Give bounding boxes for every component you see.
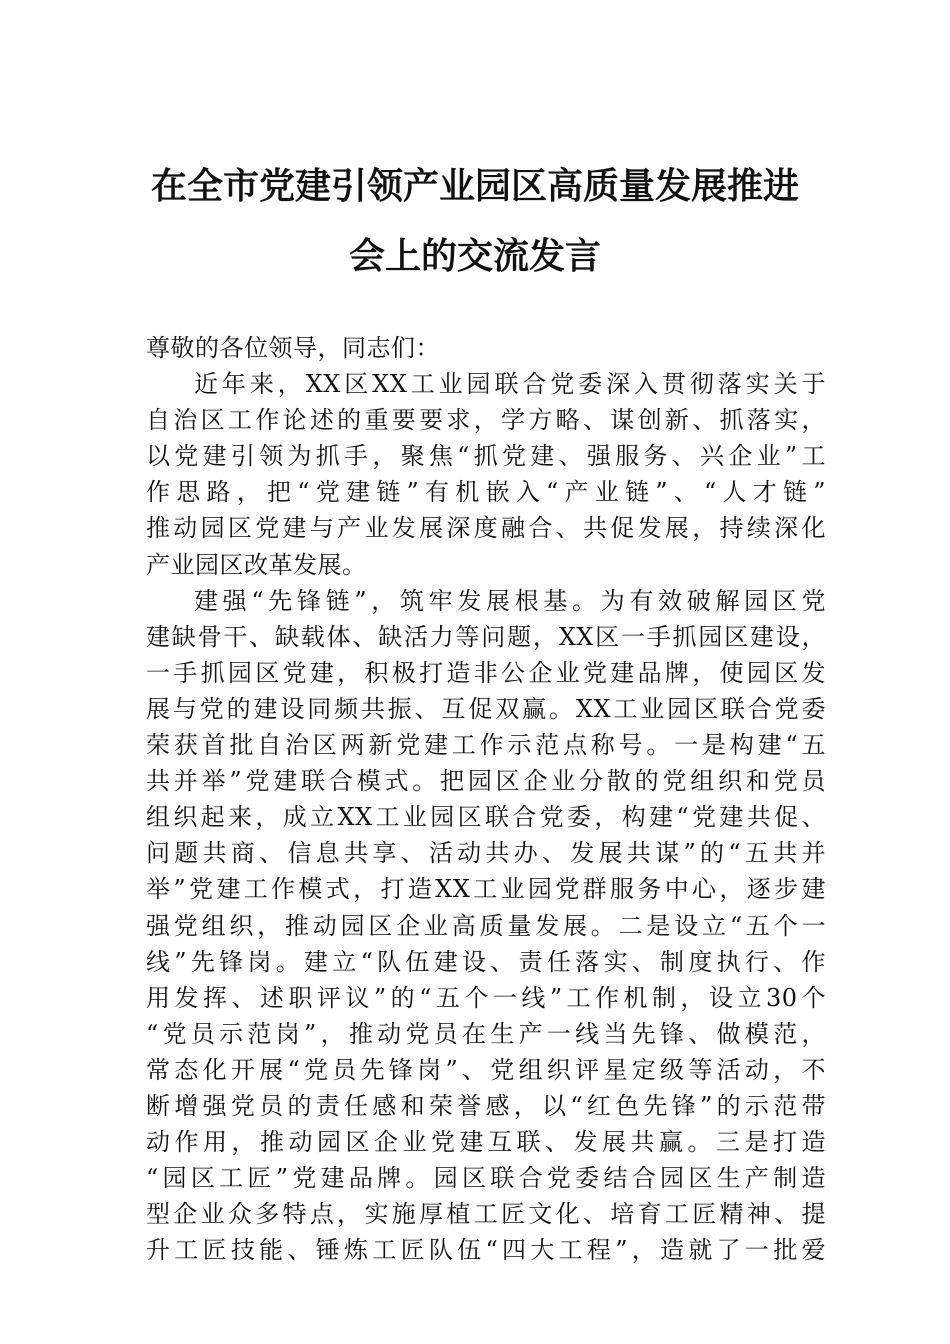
- body-line: 尊敬的各位领导，同志们：: [146, 334, 440, 362]
- body-line: 线”先锋岗。建立“队伍建设、责任落实、制度执行、作: [146, 947, 826, 976]
- body-line: 动作用，推动园区企业党建互联、发展共赢。三是打造: [146, 1128, 826, 1157]
- body-line: 共并举”党建联合模式。把园区企业分散的党组织和党员: [146, 767, 826, 796]
- body-line: 一手抓园区党建，积极打造非公企业党建品牌，使园区发: [146, 658, 826, 687]
- body-line: 推动园区党建与产业发展深度融合、共促发展，持续深化: [146, 514, 826, 543]
- body-line: 自治区工作论述的重要要求，学方略、谋创新、抓落实，: [146, 406, 826, 435]
- body-line: 举”党建工作模式，打造XX工业园党群服务中心，逐步建: [146, 875, 826, 904]
- body-line: 建缺骨干、缺载体、缺活力等问题，XX区一手抓园区建设，: [146, 622, 826, 651]
- body-line: “园区工匠”党建品牌。园区联合党委结合园区生产制造: [146, 1164, 826, 1193]
- document-body: [146, 330, 826, 1268]
- body-line: “党员示范岗”，推动党员在生产一线当先锋、做模范，: [146, 1019, 826, 1048]
- document-title-line-2: 会上的交流发言: [348, 235, 601, 277]
- body-line: 常态化开展“党员先锋岗”、党组织评星定级等活动，不: [146, 1055, 826, 1084]
- document-title-line-1: 在全市党建引领产业园区高质量发展推进: [150, 165, 799, 207]
- body-line: 问题共商、信息共享、活动共办、发展共谋”的“五共并: [146, 839, 826, 868]
- body-line: 建强“先锋链”，筑牢发展根基。为有效破解园区党: [194, 586, 826, 615]
- body-line: 产业园区改革发展。: [146, 550, 367, 579]
- body-line: 荣获首批自治区两新党建工作示范点称号。一是构建“五: [146, 731, 826, 760]
- body-line: 用发挥、述职评议”的“五个一线”工作机制，设立30个: [146, 983, 826, 1012]
- body-line: 作思路，把“党建链”有机嵌入“产业链”、“人才链”: [146, 478, 826, 507]
- body-line: 以党建引领为抓手，聚焦“抓党建、强服务、兴企业”工: [146, 442, 826, 471]
- body-line: 断增强党员的责任感和荣誉感，以“红色先锋”的示范带: [146, 1091, 826, 1120]
- body-line: 型企业众多特点，实施厚植工匠文化、培育工匠精神、提: [146, 1200, 826, 1229]
- body-line: 展与党的建设同频共振、互促双赢。XX工业园区联合党委: [146, 694, 826, 723]
- body-line: 组织起来，成立XX工业园区联合党委，构建“党建共促、: [146, 803, 826, 832]
- body-line: 近年来，XX区XX工业园联合党委深入贯彻落实关于: [194, 370, 826, 399]
- body-line: 升工匠技能、锤炼工匠队伍“四大工程”，造就了一批爱: [146, 1236, 826, 1265]
- body-line: 强党组织，推动园区企业高质量发展。二是设立“五个一: [146, 911, 826, 940]
